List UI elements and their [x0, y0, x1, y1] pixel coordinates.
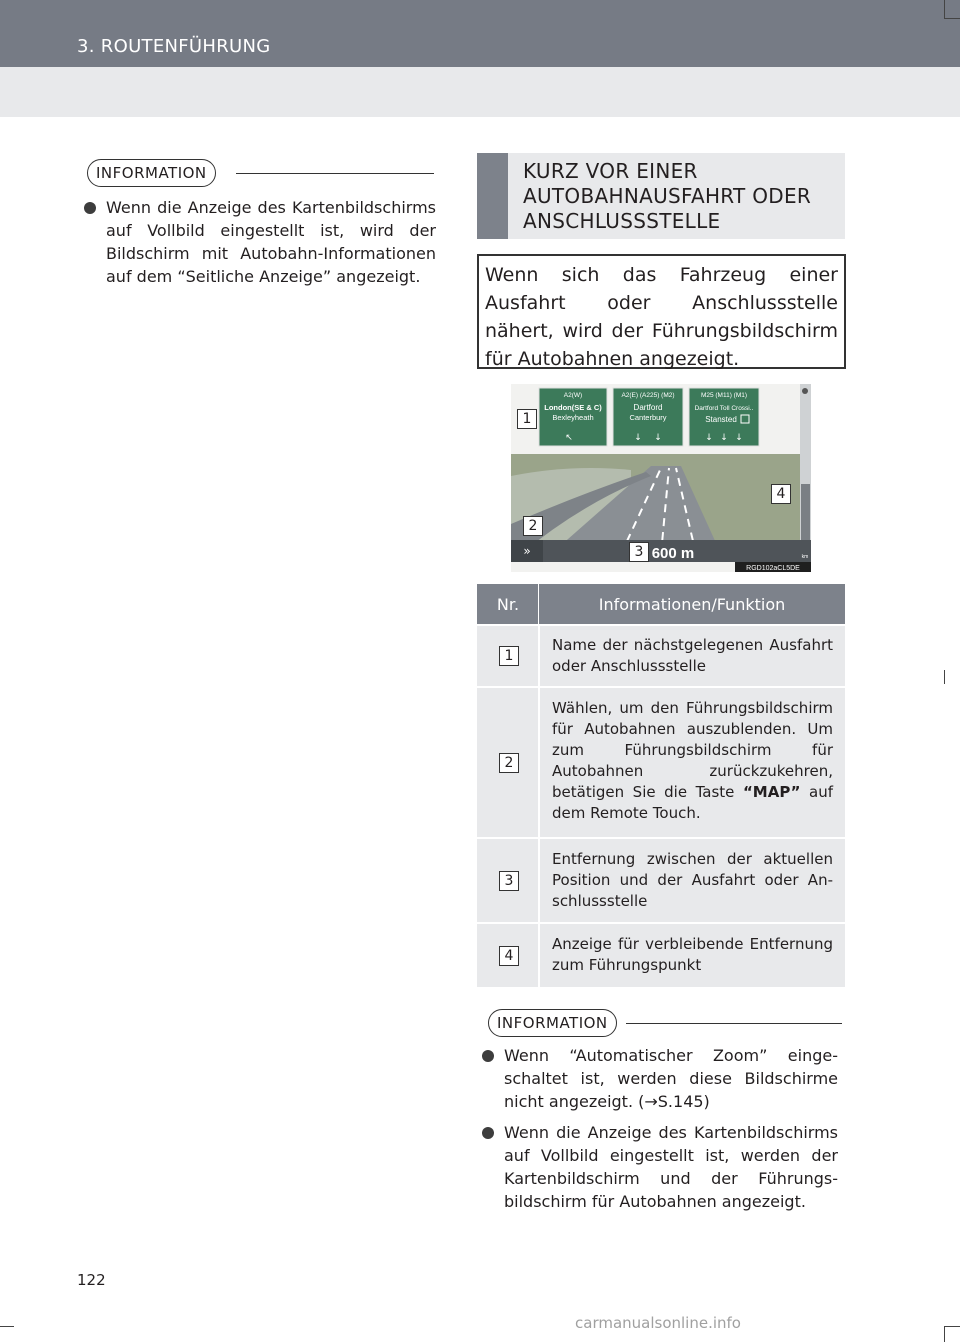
information-bullet: Wenn die Anzeige des Kartenbildschirms auf Vollbild eingestellt ist, werden der Kartenbildschirm und der Führungsbildschirm für Autobahnen angezeigt. [482, 1121, 838, 1213]
crop-mark [944, 1326, 960, 1327]
double-chevron-icon[interactable]: » [523, 544, 531, 558]
row-text: Wählen, um den Führungsbildschirm für Autobahnen auszublenden. Um zum Führungsbildschirm für Autobahnen zurückzukehren, betätigen Sie die Taste “MAP” auf dem Remote Touch. [552, 699, 833, 822]
row-text: Name der nächstgelegenen Ausfahrt oder Anschlussstelle [552, 636, 833, 675]
information-bullet: Wenn die Anzeige des Kartenbildschirms auf Vollbild eingestellt ist, wird der Bildschirm mit Autobahn-Informationen auf dem “Seitliche Anzeige” angezeigt. [84, 196, 436, 288]
sign-line2: Bexleyheath [552, 413, 594, 422]
function-table [477, 584, 845, 987]
table-header [477, 584, 845, 624]
information-bullet: Wenn “Automatischer Zoom” eingeschaltet ist, werden diese Bildschirme nicht angezeigt. (→S.145) [482, 1044, 838, 1113]
row-number-2: 2 [499, 753, 519, 773]
section-heading-title: KURZ VOR EINER AUTOBAHNAUSFAHRT ODER ANSCHLUSSSTELLE [523, 159, 812, 233]
bullet-icon [482, 1127, 494, 1139]
table-row [477, 837, 845, 922]
information-bullets [84, 196, 436, 296]
information-badge: INFORMATION [87, 159, 216, 187]
bullet-icon [84, 202, 96, 214]
sign-line1: London(SE & C) [544, 403, 602, 412]
down-arrow-icon: ↓ [735, 433, 743, 443]
page-header [0, 0, 960, 67]
crop-mark [0, 1326, 14, 1327]
sign-road: A2(E) (A225) (M2) [621, 392, 675, 399]
table-row [477, 624, 845, 686]
row-number-3: 3 [499, 871, 519, 891]
sign-road: M25 (M11) (M1) [700, 392, 748, 399]
table-row [477, 686, 845, 837]
down-arrow-icon: ↓ [654, 433, 662, 443]
callout-2: 2 [523, 516, 543, 536]
information-rule [626, 1023, 842, 1024]
crop-mark [944, 1326, 945, 1342]
watermark: carmanualsonline.info [575, 1314, 741, 1332]
callout-1: 1 [517, 409, 537, 429]
callout-3: 3 [629, 542, 649, 562]
distance-bar-fill [801, 484, 810, 544]
information-rule [236, 173, 434, 174]
crop-mark [944, 0, 945, 18]
motorway-guidance-screenshot [511, 384, 811, 572]
sign-line2: Canterbury [629, 413, 667, 422]
section-description: Wenn sich das Fahrzeug einer Ausfahrt oder Anschlussstelle nähert, wird der Führungsbildschirm für Autobahnen angezeigt. [485, 264, 838, 370]
section-heading-bar [477, 153, 508, 239]
column-header-number: Nr. [496, 595, 520, 614]
row-number-4: 4 [499, 946, 519, 966]
information-bullets [482, 1044, 838, 1221]
column-header-info: Informationen/Funktion [598, 595, 786, 614]
distance-bar-end-icon [802, 388, 808, 394]
header-subband [0, 67, 960, 117]
bullet-icon [482, 1050, 494, 1062]
down-arrow-icon: ↓ [634, 433, 642, 443]
down-arrow-icon: ↓ [720, 433, 728, 443]
section-description-box [477, 254, 846, 369]
sign-line1: Dartford [633, 403, 663, 412]
crop-mark [944, 18, 960, 19]
distance-readout: 600 m [651, 545, 695, 562]
table-row [477, 922, 845, 987]
map-key-label: “MAP” [742, 783, 801, 801]
page-number: 122 [77, 1271, 106, 1289]
image-code: RGD102aCL5DE [746, 565, 800, 572]
row-number-1: 1 [499, 646, 519, 666]
crop-mark [944, 670, 945, 684]
sign-line1: Dartford Toll Crossi.. [694, 405, 754, 412]
row-text: Anzeige für verbleibende Entfernung zum Führungspunkt [552, 935, 833, 974]
section-header-title: 3. ROUTENFÜHRUNG [77, 36, 271, 57]
scale-unit: km [801, 554, 809, 560]
sign-road: A2(W) [563, 392, 583, 399]
row-text: Entfernung zwischen der aktuellen Position und der Ausfahrt oder Anschlussstelle [552, 850, 833, 910]
sign-line2: Stansted [705, 415, 737, 424]
exit-arrow-icon: ↖ [565, 433, 573, 443]
callout-4: 4 [771, 484, 791, 504]
information-badge: INFORMATION [488, 1009, 617, 1037]
guidance-screen-illustration [511, 384, 811, 572]
down-arrow-icon: ↓ [705, 433, 713, 443]
section-heading [477, 153, 845, 239]
